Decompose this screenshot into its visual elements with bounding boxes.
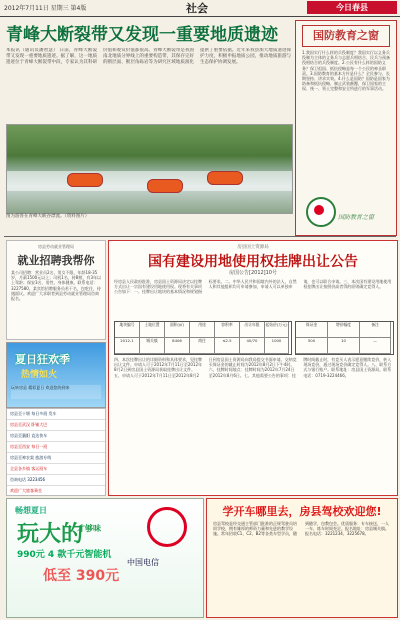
table-cell: 10	[328, 338, 360, 354]
raft	[147, 179, 183, 193]
notice-title: 国有建设用地使用权挂牌出让公告	[148, 254, 358, 270]
phone-ad-brand: 中国电信	[127, 558, 159, 567]
table-header-cell: 容积率	[215, 322, 240, 338]
notice-number: 房国公告[2012]10号	[229, 270, 277, 276]
sidebar-seal-text: 国防教育之窗	[338, 214, 375, 221]
table-header-cell: 土地位置	[140, 322, 165, 338]
table-cell: ≤2.5	[215, 338, 240, 354]
telecom-logo-icon	[147, 507, 187, 547]
driving-school-title: 学开车哪里去，房县驾校欢迎您!	[222, 505, 382, 518]
jobs-kicker: 房县劳动就业管理局	[38, 244, 74, 249]
parcel-table	[114, 321, 292, 355]
travel-ad-line1: 夏日狂欢季	[15, 353, 70, 366]
table-header-cell: 保证金	[296, 322, 328, 338]
land-auction-notice	[108, 240, 398, 496]
phone-ad-kicker: 畅想夏日	[15, 506, 47, 515]
table-header-cell: 面积(㎡)	[165, 322, 190, 338]
sidebar-title: 国防教育之窗	[302, 25, 390, 47]
table-cell: 40/70	[240, 338, 265, 354]
jobs-title: 就业招聘我帮你	[17, 254, 95, 267]
list-item: 欢迎广大旅客乘坐	[7, 486, 105, 496]
notice-body: 四、本次挂牌出让的详细资料和具体要求，见挂牌出让文件。申请人可于2012年7月11日至2012年8月2日到房县国土资源局获取挂牌出让文件。五、申请人可于2012年7月11日至2012年8月2日到房县国土资源局向我局提交书面申请。交纳竞买保证金的截止时间为2012年8月2日下午4时。六、挂牌时间地点：挂牌时间为2012年7月24日至2012年8月6日。七、其他需要公告的事项：挂牌时间截止时，有竞买人表示愿意继续竞价，转入现场竞价，通过现场竞价确定竞得人。八、联系方式与银行账户。联系地址：房县国土资源局。联系电话：0719-3224466。	[114, 357, 392, 378]
page-header	[0, 0, 400, 17]
list-item: 房县至十堰 每日多班 发车	[7, 409, 105, 420]
photo-caption: 图为游客在青峰大峡谷漂流。（资料图片）	[6, 214, 90, 219]
list-item: 全县各乡镇 客运班车	[7, 464, 105, 475]
driving-school-body: 房县驾校是经交通主管部门批准的正规驾驶员培训学校，拥有雄厚的师资力量和先进的教学设施。常年招收C1、C2、B2等各类车型学员，随到随学，包教包会。优质服务：专车接送，一人一车，练车时间充足。报名地址：房县城关镇。报名电话：3221234、3225678。	[213, 521, 389, 537]
list-item: 房县至襄阳 直达快车	[7, 431, 105, 442]
main-headline: 青峰大断裂带又发现一重要地质遗迹	[6, 25, 278, 45]
defense-emblem-icon	[306, 197, 336, 227]
list-item: 房县至西安 每日一班	[7, 442, 105, 453]
deposit-table	[295, 321, 394, 355]
phone-ad-price: 低至 390元	[43, 568, 120, 584]
table-cell: 城关镇	[140, 338, 165, 354]
table-cell: —	[360, 338, 391, 354]
issue-date: 2012年7月11日 星期三 第4版	[4, 5, 87, 12]
national-defense-sidebar	[295, 20, 397, 236]
bus-schedule-ad	[6, 408, 106, 496]
table-header-cell: 出让年限	[240, 322, 265, 338]
table-cell: 2012-1	[115, 338, 140, 354]
section-divider	[4, 236, 396, 237]
table-cell: 500	[296, 338, 328, 354]
table-header-cell: 起始价(万元)	[265, 322, 289, 338]
jobs-box	[6, 240, 106, 340]
list-item: 房县至神农架 旅游专线	[7, 453, 105, 464]
table-cell: 商住	[190, 338, 215, 354]
phone-ad-offer: 990元 4 款千元智能机	[17, 550, 112, 560]
sidebar-body: 1.我国实行什么样的兵役制度？我国实行以义务兵役制为主体的义务兵与志愿兵相结合、民兵与预备役相结合的兵役制度。2.公民有什么样的国防义务？保卫祖国、抵抗侵略是每一个公民的神圣职责。3.国防教育的基本方针是什么？全民参与、长期坚持、讲求实效。4.什么是国防？国防是国家为防备和抵抗侵略，制止武装颠覆，保卫国家的主权、统一、领土完整和安全所进行的军事活动。	[302, 50, 390, 92]
phone-ad-tagline: 才够味	[77, 524, 101, 533]
rafting-photo	[6, 124, 293, 214]
driving-school-ad	[206, 498, 398, 618]
masthead-brand: 今日春县	[307, 1, 397, 14]
travel-ad-line2: 热情如火	[21, 370, 58, 380]
table-header-cell: 备注	[360, 322, 391, 338]
table-cell: 8406	[165, 338, 190, 354]
raft	[67, 173, 103, 187]
jobs-body: 某公司招聘：营业员2名，男女不限，年龄18-35岁，月薪1500元以上；司机1名，持B照，有3年以上驾龄；保安3名，男性，身体健康。联系电话：3227580。某宾馆招聘服务员若干名，包吃住，待遇面议。欢迎广大求职者到县劳动就业管理局咨询报名。	[11, 270, 101, 302]
phone-ad-headline: 玩大的	[17, 522, 84, 547]
section-title: 社会	[186, 2, 208, 15]
table-cell: 1000	[265, 338, 289, 354]
notice-kicker: 房县国土资源局	[237, 245, 269, 250]
table-header-cell: 增价幅度	[328, 322, 360, 338]
raft	[207, 171, 243, 185]
table-header-cell: 地块编号	[115, 322, 140, 338]
list-item: 咨询电话 3223456	[7, 475, 105, 486]
list-item: 房县至武汉 卧铺大巴	[7, 420, 105, 431]
notice-intro: 经房县人民政府批准，房县国土资源局决定以挂牌方式出让一宗国有建设用地使用权。现将有关事项公告如下：一、挂牌出让地块的基本情况和规划指标要求。二、中华人民共和国境内外的法人、自然人和其他组织均可申请参加，申请人可以单独申请，也可以联合申请。三、本次国有建设用地使用权挂牌出让按照价高者得的原则确定竞得人。	[114, 279, 392, 295]
travel-ad-line3: 玩转房县 精彩夏日 欢迎您的到来	[11, 385, 101, 399]
main-article-body: 本报讯（通讯员潘智慧） 日前，青峰大断裂带又发现一重要地质遗迹。据了解，这一地质遗迹位于青峰大断裂带中段，专家认为其科研价值和观赏价值都很高。青峰大断裂带是我国南北地质分界线上的重要构造带，其保存完好的断层面、断层角砾岩等为研究区域地质演化提供了重要依据。近年来我县加大地质遗迹保护力度，积极申报地质公园，推动地质旅游与生态保护协调发展。	[6, 48, 291, 65]
travel-ad	[6, 342, 106, 408]
telecom-phone-ad	[6, 498, 204, 618]
table-header-cell: 用途	[190, 322, 215, 338]
